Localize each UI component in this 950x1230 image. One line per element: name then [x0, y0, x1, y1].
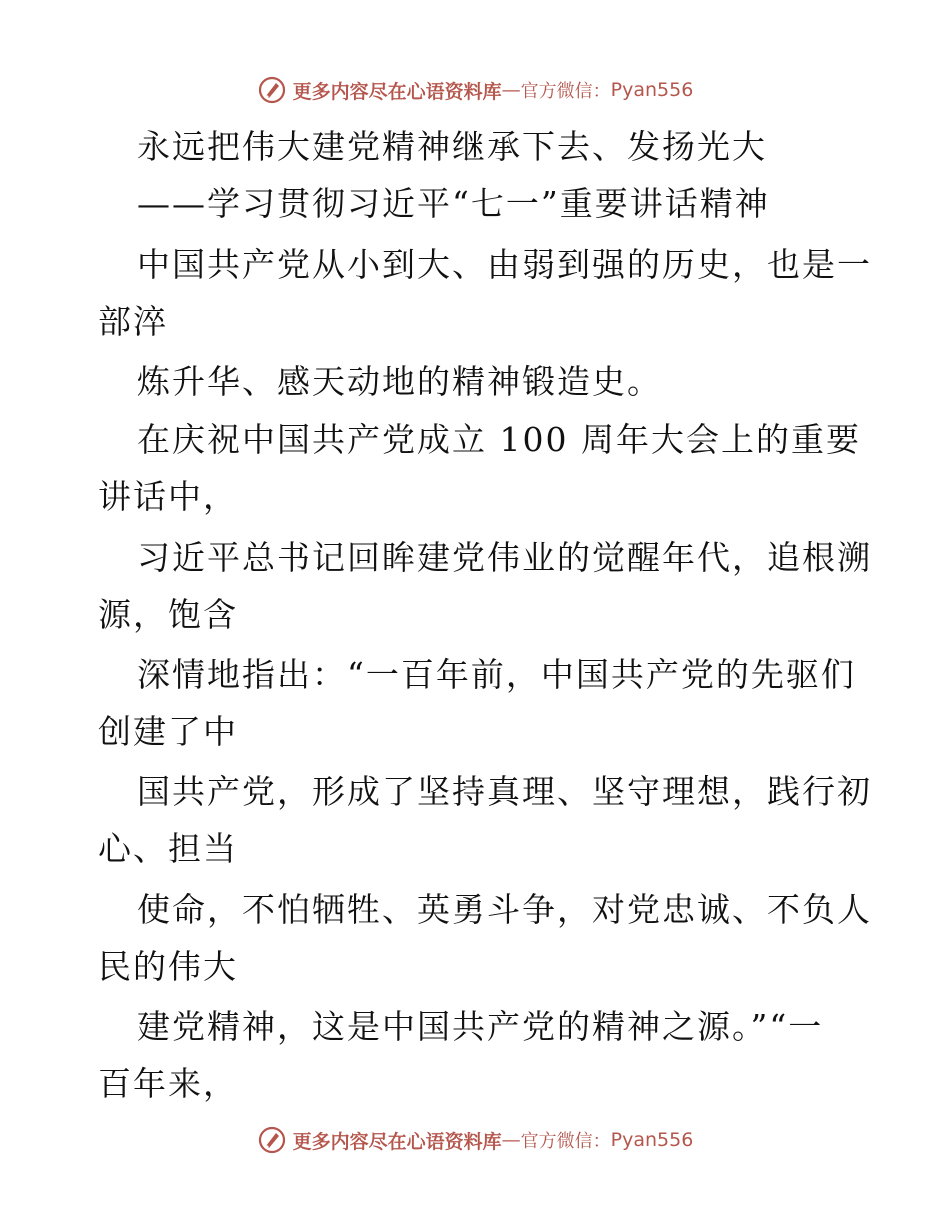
doc-line: 使命，不怕牺牲、英勇斗争，对党忠诚、不负人	[137, 890, 872, 929]
banner-text: 更多内容尽在心语资料库	[292, 80, 502, 103]
banner-official: 官方微信：	[520, 81, 611, 102]
footer-watermark	[0, 1120, 950, 1160]
doc-line: 民的伟大	[98, 947, 238, 986]
banner-dash: —	[501, 79, 521, 101]
doc-line: 深情地指出：“一百年前，中国共产党的先驱们	[137, 655, 856, 694]
banner-id: Pyan556	[610, 1129, 694, 1151]
banner-official: 官方微信：	[520, 1131, 611, 1152]
banner-dash: —	[501, 1129, 521, 1151]
doc-subtitle: ——学习贯彻习近平“七一”重要讲话精神	[137, 184, 770, 223]
doc-line: 建党精神，这是中国共产党的精神之源。”“一	[137, 1007, 824, 1046]
doc-line: 创建了中	[98, 712, 238, 751]
banner-id: Pyan556	[610, 79, 694, 101]
doc-line: 心、担当	[98, 829, 238, 868]
doc-line: 部淬	[98, 302, 168, 341]
doc-title: 永远把伟大建党精神继承下去、发扬光大	[137, 127, 767, 166]
doc-line: 百年来，	[98, 1064, 238, 1103]
doc-line: 中国共产党从小到大、由弱到强的历史，也是一	[137, 245, 872, 284]
doc-line: 国共产党，形成了坚持真理、坚守理想，践行初	[137, 772, 872, 811]
doc-line: 习近平总书记回眸建党伟业的觉醒年代，追根溯	[137, 538, 872, 577]
pen-nib-circle-icon	[257, 1125, 287, 1155]
doc-line: 讲话中，	[98, 477, 238, 516]
doc-line: 源，饱含	[98, 595, 238, 634]
banner-text: 更多内容尽在心语资料库	[292, 1130, 502, 1153]
doc-line: 在庆祝中国共产党成立 100 周年大会上的重要	[137, 420, 861, 459]
doc-line: 炼升华、感天动地的精神锻造史。	[137, 362, 662, 401]
